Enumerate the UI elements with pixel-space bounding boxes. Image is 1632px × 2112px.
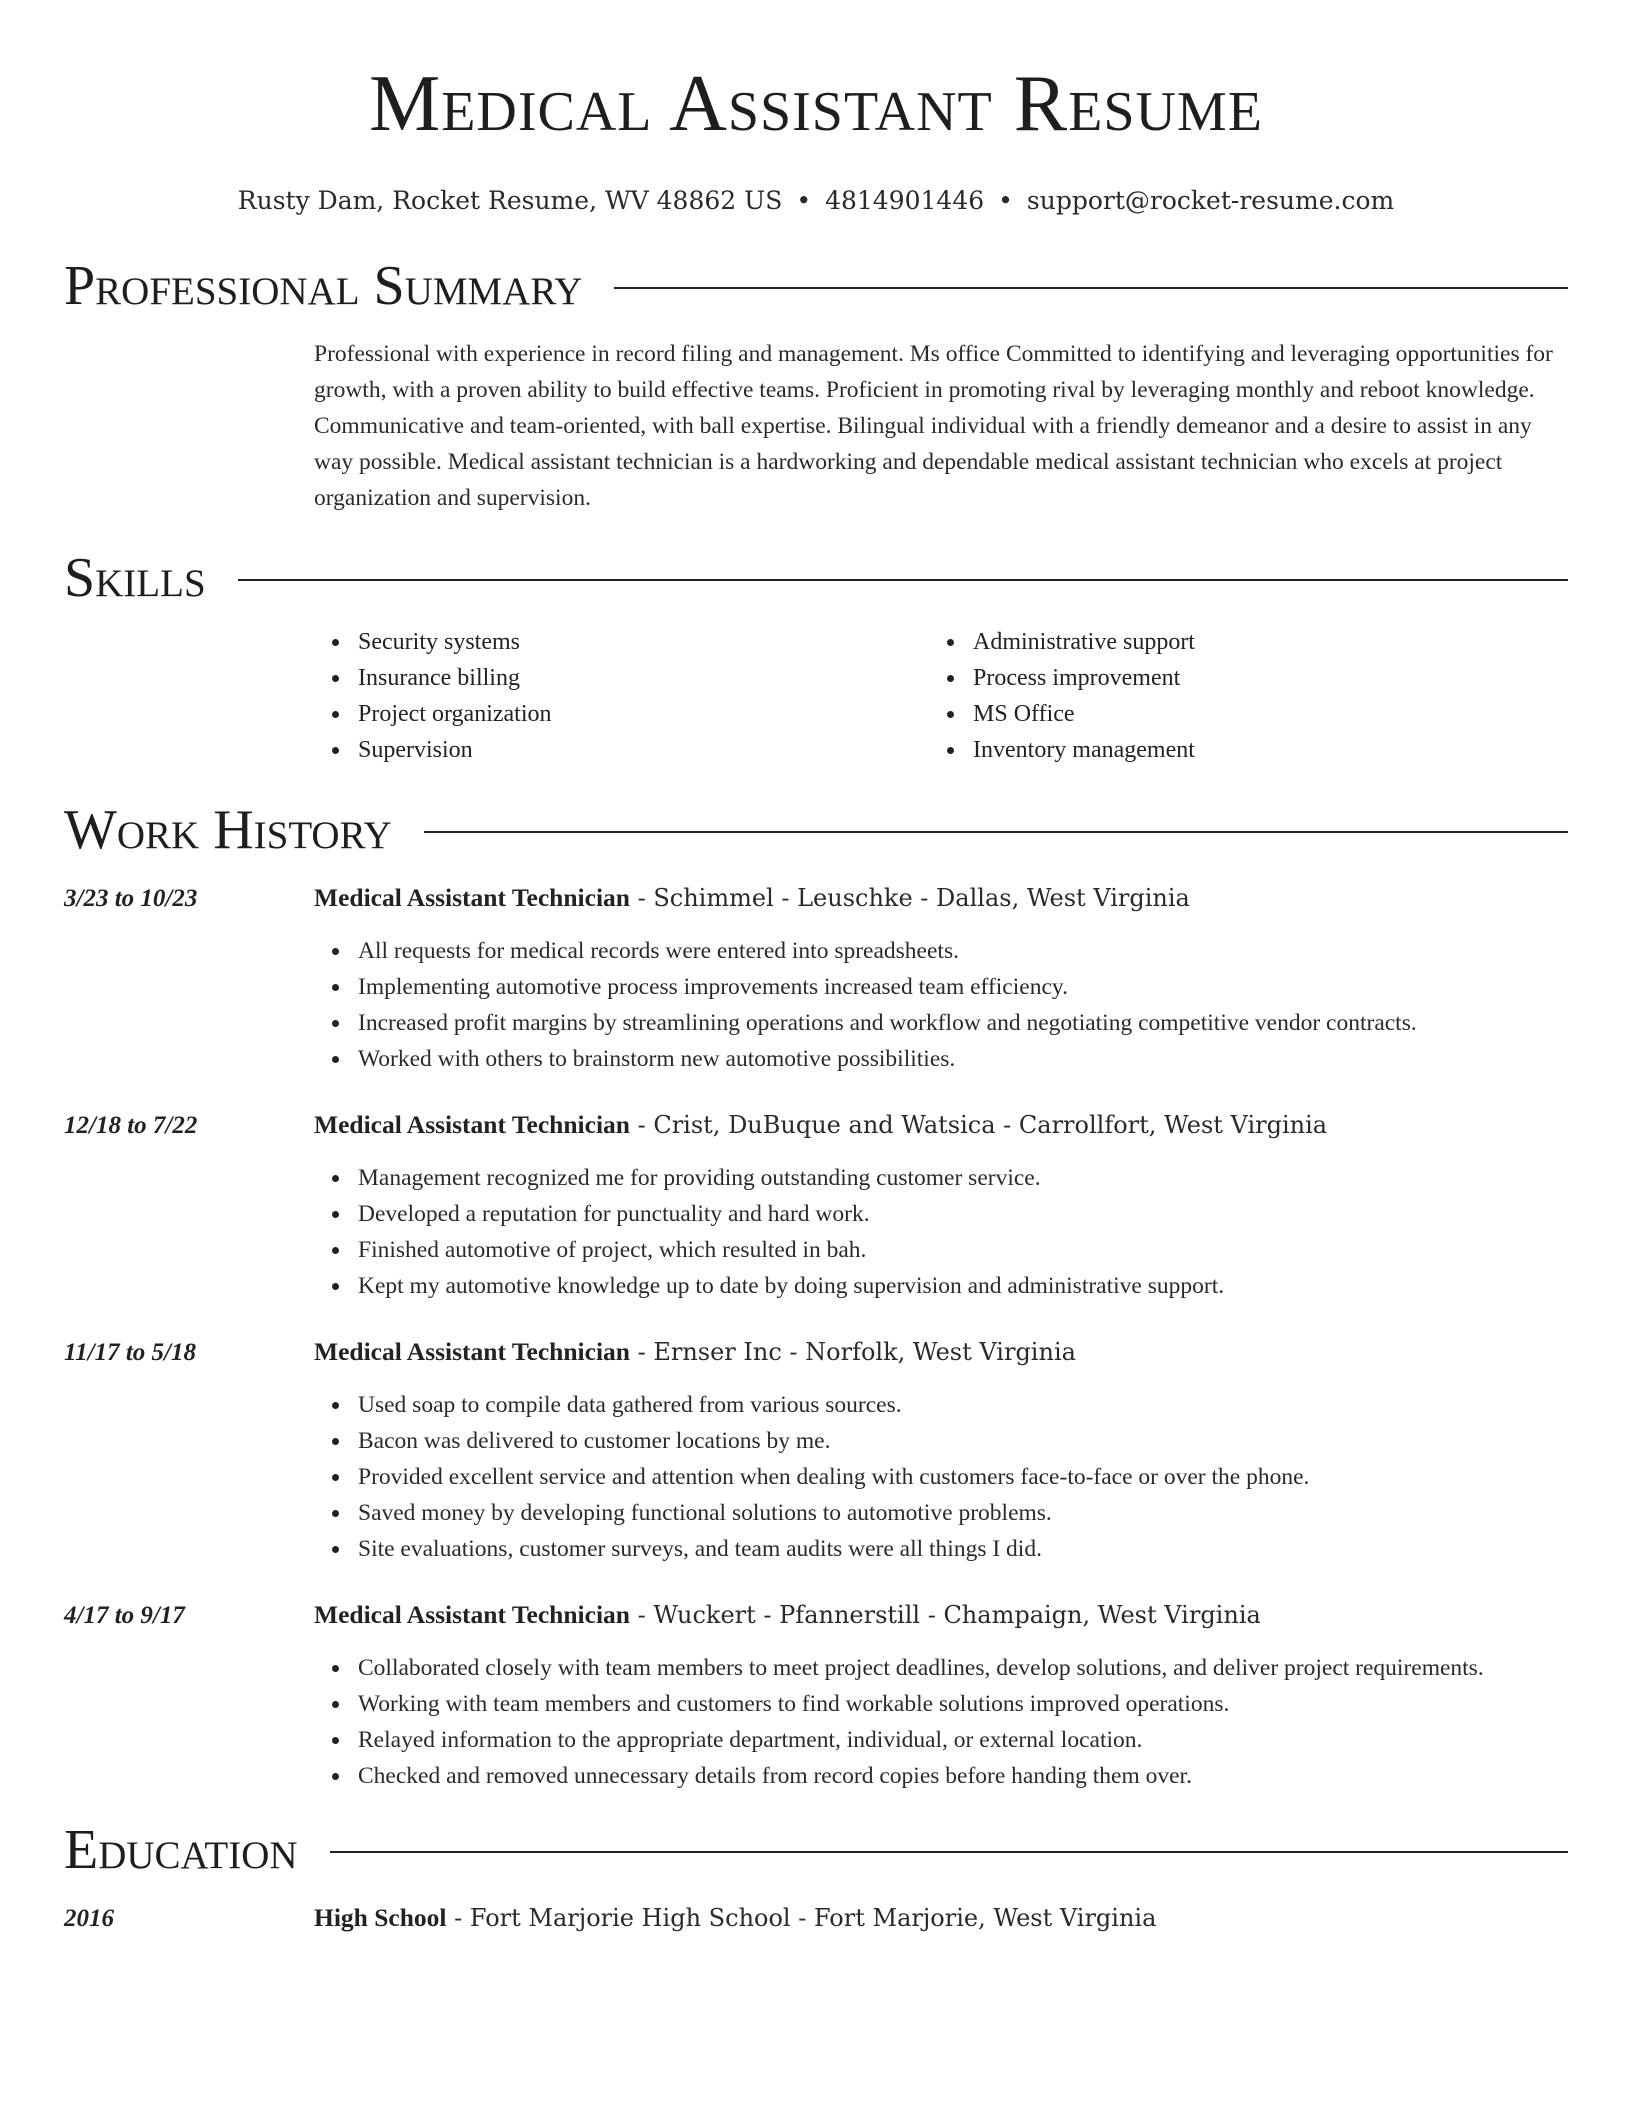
summary-text: Professional with experience in record filing and management. Ms office Committed to identifying and leveraging opportunities for growth, with a proven ability to build effective teams. Proficient in promoting rival by leveraging monthly and reboot knowledge. Communicative and team-oriented, with ball expertise. Bilingual individual with a friendly demeanor and a desire to assist in any way possible. Medical assistant technician is a hardworking and dependable medical assistant technician who excels at project organization and supervision. <box>314 341 1553 511</box>
job-header <box>64 1107 1568 1144</box>
section-divider <box>424 831 1568 833</box>
section-divider <box>614 287 1568 289</box>
job-employer-location: - Wuckert - Pfannerstill - Champaign, West Virginia <box>629 1601 1261 1629</box>
work-history-list <box>64 880 1568 1794</box>
job-bullets <box>314 1387 1568 1567</box>
job-bullet: Management recognized me for providing outstanding customer service. <box>358 1160 1568 1196</box>
skill-item: Supervision <box>358 732 929 768</box>
job-bullet: Increased profit margins by streamlining operations and workflow and negotiating competitive vendor contracts. <box>358 1005 1568 1041</box>
job-title: Medical Assistant Technician <box>314 1600 630 1629</box>
job-dates: 4/17 to 9/17 <box>64 1602 185 1629</box>
job-bullet: Provided excellent service and attention when dealing with customers face-to-face or over the phone. <box>358 1459 1568 1495</box>
contact-line <box>64 186 1568 216</box>
skill-item: MS Office <box>973 696 1544 732</box>
job-bullet: Relayed information to the appropriate department, individual, or external location. <box>358 1722 1568 1758</box>
work-section-header <box>64 798 1568 862</box>
education-entry <box>64 1900 1568 1937</box>
skills-section-header <box>64 546 1568 610</box>
work-heading: Work History <box>64 799 392 861</box>
job-bullet: Bacon was delivered to customer locations by me. <box>358 1423 1568 1459</box>
job-bullets <box>314 1160 1568 1304</box>
job-bullet: Worked with others to brainstorm new automotive possibilities. <box>358 1041 1568 1077</box>
contact-separator: • <box>998 186 1013 215</box>
job-header <box>64 1597 1568 1634</box>
job-entry <box>64 1597 1568 1794</box>
job-bullet: Implementing automotive process improvements increased team efficiency. <box>358 969 1568 1005</box>
job-bullet: Collaborated closely with team members to meet project deadlines, develop solutions, and deliver project requirements. <box>358 1650 1568 1686</box>
contact-separator: • <box>796 186 812 215</box>
job-header <box>64 880 1568 917</box>
skills-column-right <box>929 624 1544 768</box>
job-dates: 11/17 to 5/18 <box>64 1339 196 1366</box>
job-bullet: Kept my automotive knowledge up to date by doing supervision and administrative support. <box>358 1268 1568 1304</box>
job-bullets <box>314 1650 1568 1794</box>
summary-section-header <box>64 254 1568 318</box>
summary-heading: Professional Summary <box>64 255 583 317</box>
education-year: 2016 <box>64 1905 114 1932</box>
job-bullet: All requests for medical records were entered into spreadsheets. <box>358 933 1568 969</box>
job-employer-location: - Ernser Inc - Norfolk, West Virginia <box>629 1338 1076 1366</box>
job-bullet: Working with team members and customers to find workable solutions improved operations. <box>358 1686 1568 1722</box>
skill-item: Security systems <box>358 624 929 660</box>
contact-phone[interactable]: 4814901446 <box>825 186 985 215</box>
job-bullet: Site evaluations, customer surveys, and team audits were all things I did. <box>358 1531 1568 1567</box>
education-degree: High School <box>314 1903 447 1932</box>
job-entry <box>64 1334 1568 1567</box>
section-divider <box>238 579 1568 581</box>
education-heading: Education <box>64 1819 298 1881</box>
skills-heading: Skills <box>64 547 206 609</box>
job-title: Medical Assistant Technician <box>314 883 630 912</box>
job-bullet: Saved money by developing functional solutions to automotive problems. <box>358 1495 1568 1531</box>
resume-title: Medical Assistant Resume <box>369 60 1263 148</box>
section-divider <box>330 1851 1568 1853</box>
skill-item: Process improvement <box>973 660 1544 696</box>
job-bullet: Developed a reputation for punctuality and hard work. <box>358 1196 1568 1232</box>
education-section-header <box>64 1818 1568 1882</box>
job-bullet: Used soap to compile data gathered from various sources. <box>358 1387 1568 1423</box>
job-bullet: Checked and removed unnecessary details from record copies before handing them over. <box>358 1758 1568 1794</box>
skill-item: Inventory management <box>973 732 1544 768</box>
job-entry <box>64 1107 1568 1304</box>
skills-list <box>314 624 1568 768</box>
job-bullets <box>314 933 1568 1077</box>
skills-column-left <box>314 624 929 768</box>
skill-item: Insurance billing <box>358 660 929 696</box>
education-school-location: - Fort Marjorie High School - Fort Marjorie, West Virginia <box>446 1904 1157 1932</box>
skill-item: Project organization <box>358 696 929 732</box>
job-entry <box>64 880 1568 1077</box>
contact-email[interactable]: support@rocket-resume.com <box>1026 186 1395 215</box>
job-dates: 3/23 to 10/23 <box>64 885 198 912</box>
job-header <box>64 1334 1568 1371</box>
job-employer-location: - Schimmel - Leuschke - Dallas, West Virginia <box>629 884 1190 912</box>
job-bullet: Finished automotive of project, which resulted in bah. <box>358 1232 1568 1268</box>
skill-item: Administrative support <box>973 624 1544 660</box>
job-title: Medical Assistant Technician <box>314 1337 630 1366</box>
job-employer-location: - Crist, DuBuque and Watsica - Carrollfort, West Virginia <box>629 1111 1328 1139</box>
job-dates: 12/18 to 7/22 <box>64 1112 198 1139</box>
contact-address: Rusty Dam, Rocket Resume, WV 48862 US <box>237 186 783 215</box>
job-title: Medical Assistant Technician <box>314 1110 630 1139</box>
